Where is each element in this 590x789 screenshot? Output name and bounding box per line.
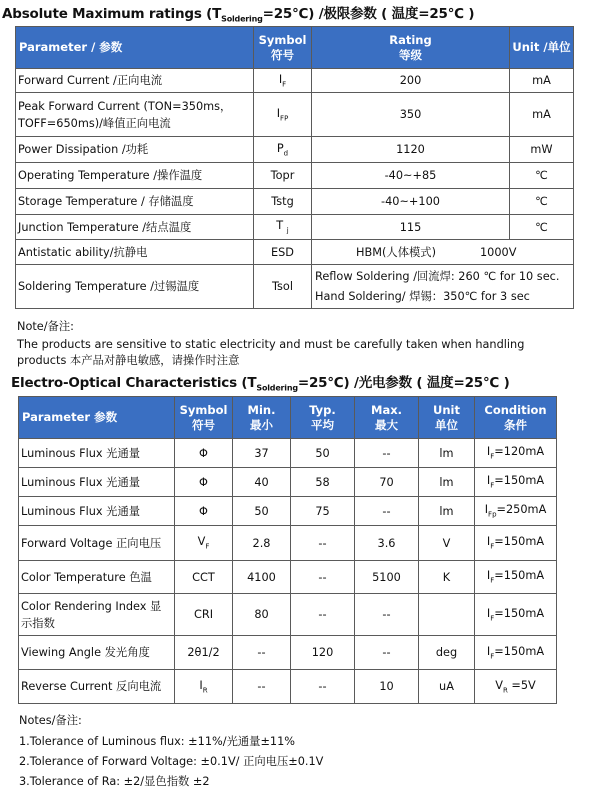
amr-row-esd xyxy=(16,240,574,265)
eoc-row xyxy=(19,670,557,704)
eoc-condition xyxy=(475,526,557,561)
eoc-symbol xyxy=(175,561,233,594)
amr-unit: ℃ xyxy=(510,163,574,189)
amr-symbol xyxy=(254,215,312,240)
eoc-title-sub: Soldering xyxy=(256,383,298,393)
eoc-header-min xyxy=(233,397,291,439)
amr-rating: 200 xyxy=(312,69,510,93)
amr-unit: ℃ xyxy=(510,215,574,240)
amr-symbol-sub: d xyxy=(283,149,289,158)
eoc-header-unit xyxy=(419,397,475,439)
eoc-row xyxy=(19,439,557,468)
amr-param: Forward Current /正向电流 xyxy=(16,69,254,93)
amr-header-rating xyxy=(312,27,510,69)
amr-row xyxy=(16,215,574,240)
eoc-min: 80 xyxy=(233,594,291,636)
eoc-row xyxy=(19,497,557,526)
eoc-condition xyxy=(475,497,557,526)
amr-rating: 350 xyxy=(312,93,510,137)
amr-header-rating-cn: 等级 xyxy=(399,47,422,62)
eoc-row xyxy=(19,526,557,561)
note1-line2: products 本产品对静电敏感，请操作时注意 xyxy=(17,354,240,367)
eoc-cond-post: =150mA xyxy=(494,569,545,583)
eoc-cond-pre: V xyxy=(495,678,503,692)
eoc-header-max-cn: 最大 xyxy=(375,417,398,432)
eoc-row xyxy=(19,594,557,636)
eoc-max: -- xyxy=(355,594,419,636)
eoc-cond-pre: I xyxy=(484,503,489,517)
eoc-row xyxy=(19,468,557,497)
notes2-item: 2.Tolerance of Forward Voltage: ±0.1V/ 正向电压±0.1V xyxy=(19,755,324,768)
amr-row xyxy=(16,93,574,137)
eoc-cond-post: =5V xyxy=(507,678,536,692)
amr-esd-mode: HBM(人体模式) xyxy=(356,246,436,259)
eoc-header-typ-cn: 平均 xyxy=(311,417,334,432)
eoc-condition xyxy=(475,594,557,636)
amr-symbol: ESD xyxy=(254,240,312,265)
amr-symbol-sub: FP xyxy=(280,114,289,123)
eoc-cond-pre: I xyxy=(486,606,491,620)
eoc-header-min-en: Min. xyxy=(247,402,276,417)
amr-symbol: Tsol xyxy=(254,265,312,309)
amr-symbol xyxy=(254,189,312,215)
eoc-cond-sub: F xyxy=(490,652,495,661)
eoc-cond-sub: Fp xyxy=(488,510,497,519)
eoc-unit xyxy=(419,594,475,636)
eoc-table xyxy=(18,396,557,704)
eoc-header-condition xyxy=(475,397,557,439)
eoc-header-max-en: Max. xyxy=(371,402,402,417)
amr-unit: mA xyxy=(510,69,574,93)
eoc-header-unit-cn: 单位 xyxy=(435,417,458,432)
amr-unit: ℃ xyxy=(510,189,574,215)
amr-param: Antistatic ability/抗静电 xyxy=(16,240,254,265)
eoc-max: 5100 xyxy=(355,561,419,594)
eoc-symbol xyxy=(175,594,233,636)
amr-header-param: Parameter / 参数 xyxy=(16,27,254,69)
eoc-symbol-main: Φ xyxy=(199,475,208,489)
eoc-symbol xyxy=(175,526,233,561)
amr-param: Power Dissipation /功耗 xyxy=(16,137,254,163)
eoc-symbol xyxy=(175,439,233,468)
eoc-unit: lm xyxy=(419,468,475,497)
eoc-symbol-sub: F xyxy=(205,542,210,551)
amr-param: Junction Temperature /结点温度 xyxy=(16,215,254,240)
amr-symbol xyxy=(254,163,312,189)
eoc-param: Forward Voltage 正向电压 xyxy=(19,526,175,561)
eoc-title xyxy=(11,371,510,393)
eoc-param: Luminous Flux 光通量 xyxy=(19,497,175,526)
amr-row xyxy=(16,137,574,163)
amr-header-symbol xyxy=(254,27,312,69)
amr-solder-rating xyxy=(312,265,574,309)
eoc-param: Color Rendering Index 显示指数 xyxy=(19,594,175,636)
eoc-unit: lm xyxy=(419,439,475,468)
eoc-cond-post: =120mA xyxy=(494,445,545,459)
eoc-max: 10 xyxy=(355,670,419,704)
eoc-header-row xyxy=(19,397,557,439)
eoc-min: -- xyxy=(233,636,291,670)
eoc-unit: lm xyxy=(419,497,475,526)
eoc-header-cond-cn: 条件 xyxy=(504,417,527,432)
amr-param: Operating Temperature /操作温度 xyxy=(16,163,254,189)
eoc-typ: 120 xyxy=(291,636,355,670)
eoc-min: 37 xyxy=(233,439,291,468)
eoc-typ: -- xyxy=(291,594,355,636)
amr-symbol xyxy=(254,69,312,93)
eoc-param: Luminous Flux 光通量 xyxy=(19,439,175,468)
eoc-cond-pre: I xyxy=(486,474,491,488)
eoc-cond-pre: I xyxy=(486,644,491,658)
eoc-cond-sub: R xyxy=(502,686,508,695)
eoc-min: 40 xyxy=(233,468,291,497)
amr-esd-value: 1000V xyxy=(480,246,517,259)
amr-header-symbol-en: Symbol xyxy=(258,32,307,47)
amr-param: Soldering Temperature /过锡温度 xyxy=(16,265,254,309)
eoc-symbol-main: I xyxy=(199,678,203,692)
eoc-symbol-main: V xyxy=(197,535,206,549)
eoc-max: -- xyxy=(355,439,419,468)
amr-param: Peak Forward Current (TON=350ms，TOFF=650ms)/峰值正向电流 xyxy=(16,93,254,137)
amr-symbol-main: I xyxy=(278,72,283,86)
eoc-title-pre: Electro-Optical Characteristics (T xyxy=(11,375,257,391)
eoc-cond-post: =250mA xyxy=(496,503,547,517)
amr-symbol-main: P xyxy=(276,141,284,155)
amr-symbol xyxy=(254,93,312,137)
amr-rating: -40~+85 xyxy=(312,163,510,189)
eoc-param: Luminous Flux 光通量 xyxy=(19,468,175,497)
eoc-header-symbol-cn: 符号 xyxy=(192,417,215,432)
eoc-header-typ xyxy=(291,397,355,439)
eoc-symbol xyxy=(175,468,233,497)
eoc-param: Reverse Current 反向电流 xyxy=(19,670,175,704)
amr-symbol-main: Tstg xyxy=(271,195,294,208)
amr-esd-rating xyxy=(312,240,574,265)
amr-symbol-sub: F xyxy=(282,80,287,89)
eoc-typ: 58 xyxy=(291,468,355,497)
eoc-min: 50 xyxy=(233,497,291,526)
eoc-unit: uA xyxy=(419,670,475,704)
amr-title-post: =25℃) /极限参数 ( 温度=25℃ ) xyxy=(262,6,475,22)
eoc-header-param: Parameter 参数 xyxy=(19,397,175,439)
eoc-header-typ-en: Typ. xyxy=(309,402,336,417)
eoc-cond-pre: I xyxy=(486,445,491,459)
eoc-cond-post: =150mA xyxy=(494,535,545,549)
eoc-unit: K xyxy=(419,561,475,594)
eoc-max: 70 xyxy=(355,468,419,497)
eoc-condition xyxy=(475,468,557,497)
notes2-label: Notes/备注: xyxy=(19,714,82,727)
note1-line1: The products are sensitive to static electricity and must be carefully taken when handling xyxy=(17,338,525,351)
amr-symbol-main: Topr xyxy=(270,169,295,182)
eoc-typ: 50 xyxy=(291,439,355,468)
eoc-header-unit-en: Unit xyxy=(433,402,460,417)
amr-symbol xyxy=(254,137,312,163)
eoc-cond-post: =150mA xyxy=(494,644,545,658)
amr-symbol-sub: j xyxy=(286,226,289,235)
eoc-header-symbol xyxy=(175,397,233,439)
amr-rating: 115 xyxy=(312,215,510,240)
eoc-header-min-cn: 最小 xyxy=(250,417,273,432)
eoc-cond-sub: F xyxy=(490,542,495,551)
eoc-symbol-main: CRI xyxy=(193,608,214,621)
amr-unit: mA xyxy=(510,93,574,137)
eoc-cond-sub: F xyxy=(490,481,495,490)
eoc-symbol xyxy=(175,636,233,670)
eoc-cond-sub: F xyxy=(490,614,495,623)
amr-title xyxy=(2,2,474,24)
eoc-symbol-main: Φ xyxy=(199,446,208,460)
amr-header-rating-en: Rating xyxy=(389,32,432,47)
eoc-symbol-sub: R xyxy=(202,686,208,695)
eoc-condition xyxy=(475,439,557,468)
eoc-row xyxy=(19,636,557,670)
amr-row xyxy=(16,69,574,93)
eoc-max: 3.6 xyxy=(355,526,419,561)
eoc-typ: -- xyxy=(291,561,355,594)
eoc-cond-post: =150mA xyxy=(494,474,545,488)
eoc-header-max xyxy=(355,397,419,439)
eoc-symbol-main: 2θ1/2 xyxy=(187,646,220,659)
eoc-cond-pre: I xyxy=(486,569,491,583)
amr-rating: -40~+100 xyxy=(312,189,510,215)
eoc-unit: V xyxy=(419,526,475,561)
amr-header-unit: Unit /单位 xyxy=(510,27,574,69)
eoc-condition xyxy=(475,670,557,704)
eoc-symbol-main: CCT xyxy=(192,570,215,584)
eoc-symbol xyxy=(175,670,233,704)
eoc-min: 4100 xyxy=(233,561,291,594)
note1-label: Note/备注: xyxy=(17,320,74,333)
amr-solder-line1: Reflow Soldering /回流焊: 260 ℃ for 10 sec. xyxy=(315,269,560,283)
eoc-max: -- xyxy=(355,636,419,670)
eoc-param: Viewing Angle 发光角度 xyxy=(19,636,175,670)
eoc-cond-sub: F xyxy=(490,576,495,585)
eoc-typ: -- xyxy=(291,670,355,704)
eoc-unit: deg xyxy=(419,636,475,670)
amr-rating: 1120 xyxy=(312,137,510,163)
eoc-min: -- xyxy=(233,670,291,704)
amr-param: Storage Temperature / 存储温度 xyxy=(16,189,254,215)
eoc-header-symbol-en: Symbol xyxy=(179,402,228,417)
amr-row xyxy=(16,163,574,189)
eoc-param: Color Temperature 色温 xyxy=(19,561,175,594)
eoc-cond-post: =150mA xyxy=(494,606,545,620)
eoc-condition xyxy=(475,636,557,670)
eoc-row xyxy=(19,561,557,594)
eoc-max: -- xyxy=(355,497,419,526)
amr-symbol-main: T xyxy=(276,219,284,233)
eoc-title-post: =25℃) /光电参数 ( 温度=25℃ ) xyxy=(297,375,510,391)
eoc-header-cond-en: Condition xyxy=(484,402,547,417)
amr-title-pre: Absolute Maximum ratings (T xyxy=(2,6,222,22)
amr-unit: mW xyxy=(510,137,574,163)
amr-header-symbol-cn: 符号 xyxy=(271,47,294,62)
eoc-min: 2.8 xyxy=(233,526,291,561)
eoc-symbol-main: Φ xyxy=(199,504,208,518)
amr-symbol-main: I xyxy=(276,106,281,120)
eoc-typ: -- xyxy=(291,526,355,561)
eoc-cond-sub: F xyxy=(490,452,495,461)
amr-table xyxy=(15,26,574,309)
eoc-typ: 75 xyxy=(291,497,355,526)
amr-title-sub: Soldering xyxy=(221,14,263,24)
notes2-item: 3.Tolerance of Ra: ±2/显色指数 ±2 xyxy=(19,775,210,788)
amr-solder-line2: Hand Soldering/ 焊锡：350℃ for 3 sec xyxy=(315,289,530,303)
eoc-cond-pre: I xyxy=(486,535,491,549)
amr-header-row xyxy=(16,27,574,69)
notes2-item: 1.Tolerance of Luminous flux: ±11%/光通量±11% xyxy=(19,735,296,748)
eoc-condition xyxy=(475,561,557,594)
amr-row xyxy=(16,189,574,215)
amr-row-solder xyxy=(16,265,574,309)
eoc-symbol xyxy=(175,497,233,526)
